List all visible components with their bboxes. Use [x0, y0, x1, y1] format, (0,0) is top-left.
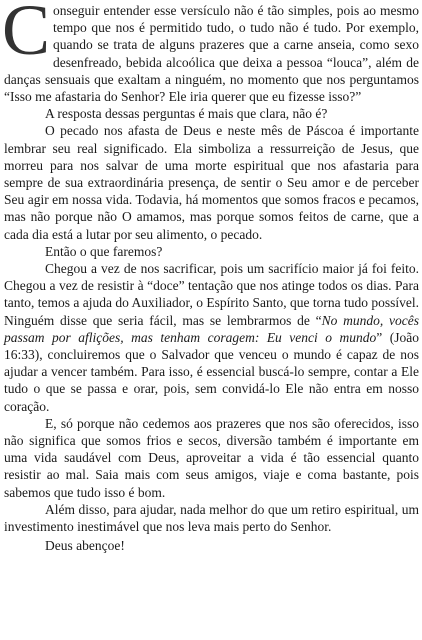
paragraph-1 — [4, 2, 419, 105]
paragraph-5-text-a: Chegou a vez de nos sacrificar, pois um sacrifício maior já foi feito. Chegou a vez de resistir à “doce” tentação que nos atinge todos os dias. Para tanto, temos a ajuda do Auxiliador, o Espírito Santo, que torna tudo possível. Ninguém disse que seria fácil, mas se lembrarmos de “ — [4, 261, 419, 328]
closing-line: Deus abençoe! — [45, 538, 125, 554]
paragraph-3: O pecado nos afasta de Deus e neste mês de Páscoa é importante lembrar seu real significado. Ela simboliza a ressurreição de Jesus, que morreu para nos salvar de uma morte espiritual que nos afastaria para sempre de sua extraordinária presença, de sentir o Seu amor e de perceber Seu agir em nossa vida. Todavia, há momentos que somos fracos e pecamos, mas não porque não O amamos, mas porque somos feitos de carne, que a cada dia está a lutar por seu alimento, o pecado. — [4, 123, 419, 242]
paragraph-7: Além disso, para ajudar, nada melhor do que um retiro espiritual, um investimento inestimável que nos leva mais perto do Senhor. — [4, 501, 419, 535]
paragraph-5 — [4, 260, 419, 415]
drop-cap: C — [2, 0, 51, 70]
paragraph-4: Então o que faremos? — [45, 243, 163, 259]
bible-quote: No mundo, vocês passam por aflições, mas tenham coragem: Eu venci o mundo — [4, 312, 420, 345]
paragraph-1-text: onseguir entender esse versículo não é tão simples, pois ao mesmo tempo que nos é permitido tudo, o tudo não é tudo. Por exemplo, quando se trata de alguns prazeres que a carne anseia, como sexo desenfreado, bebida alcoólica que deixa a pessoa “louca”, além de danças sensuais que exaltam a ninguém, no momento que nos perguntamos “Isso me afastaria do Senhor? Ele iria querer que eu fizesse isso?” — [4, 3, 419, 105]
paragraph-6: E, só porque não cedemos aos prazeres que nos são oferecidos, isso não significa que somos frios e secos, diversão também é importante em uma vida saudável com Deus, aproveitar a vida é tão essencial quanto resistir ao mal. Saia mais com seus amigos, viaje e coma bastante, pois sabemos que tudo isso é bom. — [4, 415, 419, 500]
paragraph-5-text-b: ” (João 16:33), concluiremos que o Salvador que venceu o mundo é capaz de nos ajudar a vencer também. Para isso, é essencial buscá-lo sempre, contar a Ele tudo o que se passa e orar, pois, sem convidá-lo Ele não entra em nosso coração. — [4, 329, 420, 414]
paragraph-2: A resposta dessas perguntas é mais que clara, não é? — [45, 106, 328, 122]
